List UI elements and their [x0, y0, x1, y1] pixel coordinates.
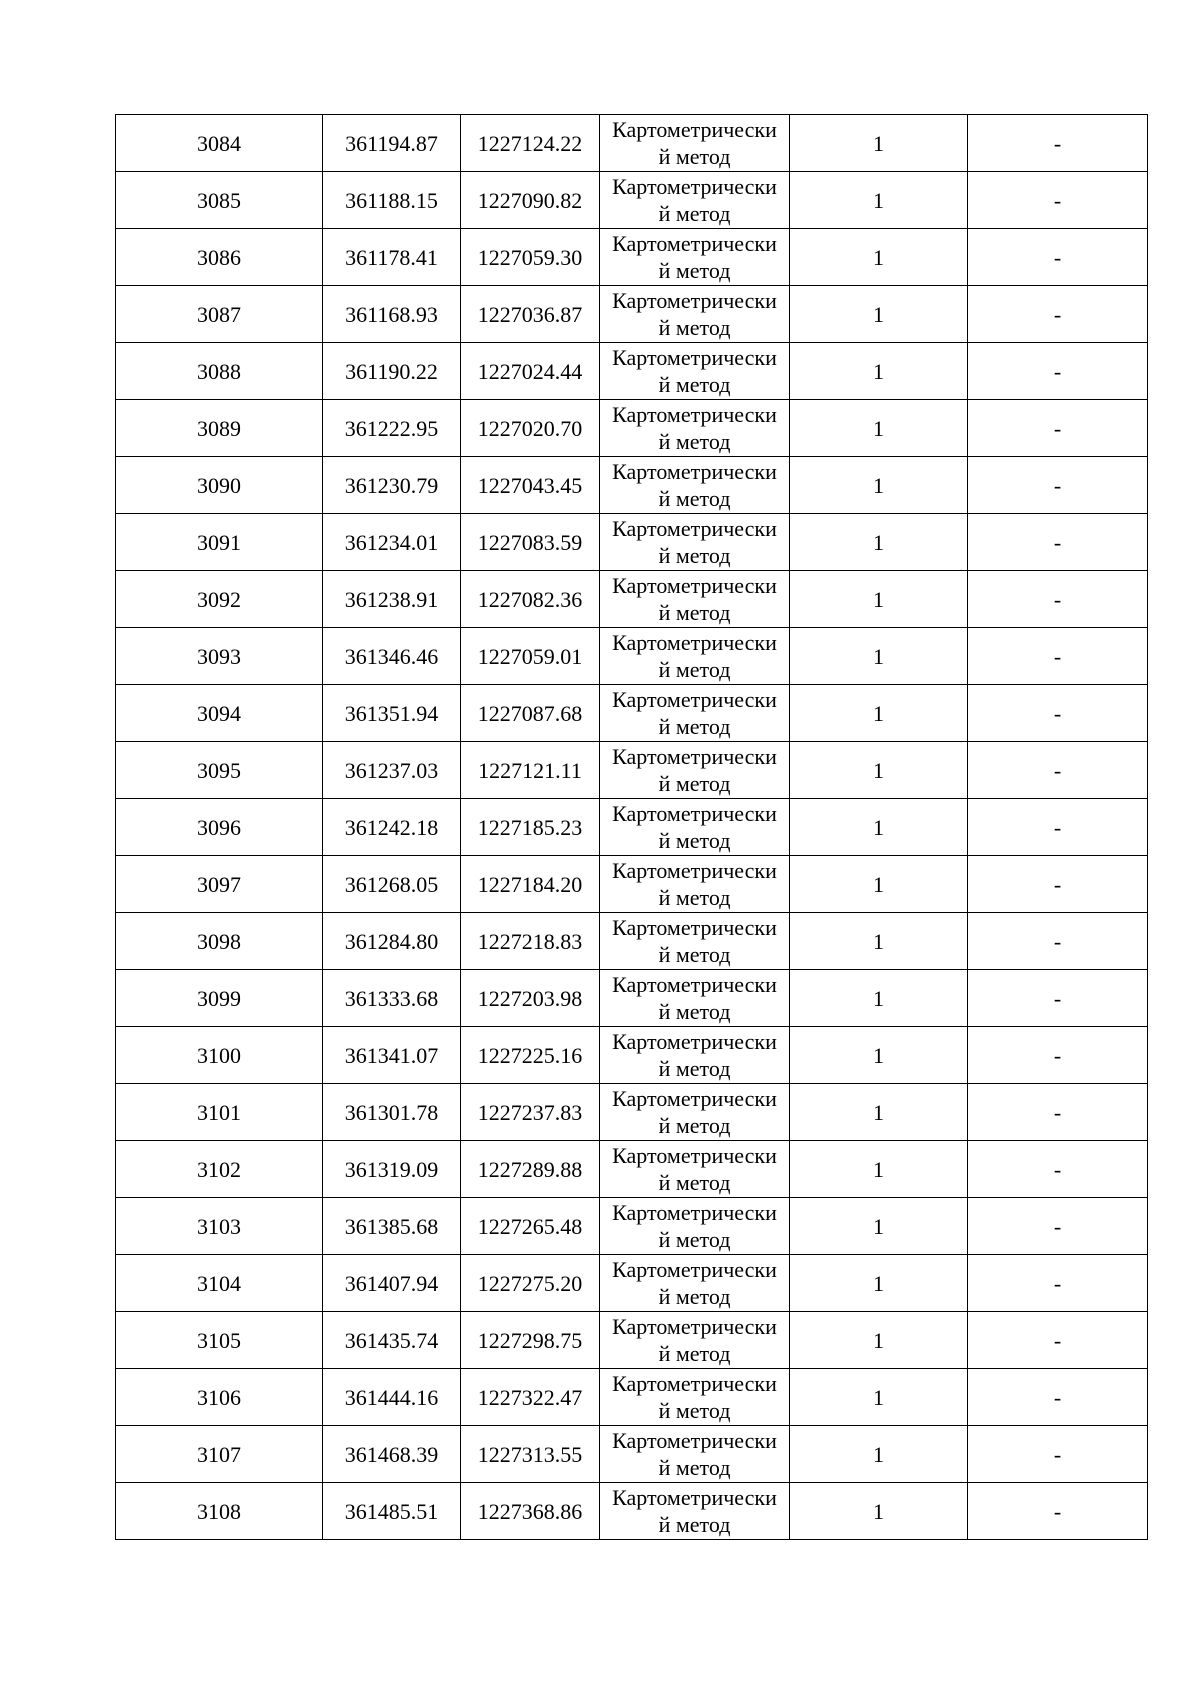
table-row [116, 1312, 1148, 1369]
table-row [116, 1141, 1148, 1198]
method-cell [600, 457, 790, 514]
method-line-2: й метод [658, 885, 731, 910]
note-cell: - [968, 1255, 1148, 1312]
method-line-2: й метод [658, 1170, 731, 1195]
note-cell: - [968, 457, 1148, 514]
note-cell: - [968, 1027, 1148, 1084]
table-row [116, 286, 1148, 343]
table-row [116, 799, 1148, 856]
accuracy-cell: 1 [790, 1255, 968, 1312]
table-row [116, 400, 1148, 457]
method-cell [600, 856, 790, 913]
x-coordinate-cell: 361319.09 [323, 1141, 461, 1198]
accuracy-cell: 1 [790, 1369, 968, 1426]
accuracy-cell: 1 [790, 514, 968, 571]
method-line-2: й метод [658, 999, 731, 1024]
method-line-2: й метод [658, 771, 731, 796]
x-coordinate-cell: 361230.79 [323, 457, 461, 514]
y-coordinate-cell: 1227313.55 [461, 1426, 600, 1483]
table-row [116, 742, 1148, 799]
method-line-2: й метод [658, 486, 731, 511]
y-coordinate-cell: 1227043.45 [461, 457, 600, 514]
accuracy-cell: 1 [790, 1198, 968, 1255]
method-cell [600, 1483, 790, 1540]
method-line-2: й метод [658, 942, 731, 967]
method-line-1: Картометрически [612, 288, 777, 313]
accuracy-cell: 1 [790, 799, 968, 856]
x-coordinate-cell: 361485.51 [323, 1483, 461, 1540]
method-cell [600, 799, 790, 856]
y-coordinate-cell: 1227059.30 [461, 229, 600, 286]
accuracy-cell: 1 [790, 1483, 968, 1540]
point-number-cell: 3108 [116, 1483, 323, 1540]
method-line-2: й метод [658, 144, 731, 169]
method-line-1: Картометрически [612, 972, 777, 997]
table-row [116, 115, 1148, 172]
table-row [116, 856, 1148, 913]
note-cell: - [968, 1312, 1148, 1369]
accuracy-cell: 1 [790, 742, 968, 799]
method-line-1: Картометрически [612, 117, 777, 142]
accuracy-cell: 1 [790, 457, 968, 514]
method-cell [600, 172, 790, 229]
note-cell: - [968, 115, 1148, 172]
method-line-1: Картометрически [612, 1485, 777, 1510]
accuracy-cell: 1 [790, 970, 968, 1027]
method-line-1: Картометрически [612, 1029, 777, 1054]
note-cell: - [968, 970, 1148, 1027]
note-cell: - [968, 286, 1148, 343]
method-cell [600, 343, 790, 400]
method-line-1: Картометрически [612, 1371, 777, 1396]
y-coordinate-cell: 1227020.70 [461, 400, 600, 457]
method-line-1: Картометрически [612, 744, 777, 769]
x-coordinate-cell: 361346.46 [323, 628, 461, 685]
method-line-2: й метод [658, 600, 731, 625]
method-line-1: Картометрически [612, 687, 777, 712]
accuracy-cell: 1 [790, 685, 968, 742]
point-number-cell: 3096 [116, 799, 323, 856]
method-line-2: й метод [658, 543, 731, 568]
method-line-2: й метод [658, 1113, 731, 1138]
point-number-cell: 3094 [116, 685, 323, 742]
x-coordinate-cell: 361468.39 [323, 1426, 461, 1483]
y-coordinate-cell: 1227121.11 [461, 742, 600, 799]
note-cell: - [968, 799, 1148, 856]
accuracy-cell: 1 [790, 1312, 968, 1369]
x-coordinate-cell: 361222.95 [323, 400, 461, 457]
y-coordinate-cell: 1227024.44 [461, 343, 600, 400]
y-coordinate-cell: 1227185.23 [461, 799, 600, 856]
point-number-cell: 3098 [116, 913, 323, 970]
method-cell [600, 1027, 790, 1084]
table-row [116, 172, 1148, 229]
method-line-2: й метод [658, 258, 731, 283]
x-coordinate-cell: 361238.91 [323, 571, 461, 628]
accuracy-cell: 1 [790, 172, 968, 229]
accuracy-cell: 1 [790, 913, 968, 970]
method-line-1: Картометрически [612, 801, 777, 826]
method-line-1: Картометрически [612, 1257, 777, 1282]
table-row [116, 1255, 1148, 1312]
table-row [116, 1198, 1148, 1255]
method-cell [600, 913, 790, 970]
point-number-cell: 3095 [116, 742, 323, 799]
y-coordinate-cell: 1227184.20 [461, 856, 600, 913]
point-number-cell: 3088 [116, 343, 323, 400]
point-number-cell: 3099 [116, 970, 323, 1027]
table-row [116, 1084, 1148, 1141]
method-line-2: й метод [658, 714, 731, 739]
y-coordinate-cell: 1227225.16 [461, 1027, 600, 1084]
table-row [116, 970, 1148, 1027]
method-line-1: Картометрически [612, 915, 777, 940]
note-cell: - [968, 685, 1148, 742]
point-number-cell: 3084 [116, 115, 323, 172]
table-row [116, 1426, 1148, 1483]
y-coordinate-cell: 1227083.59 [461, 514, 600, 571]
method-line-1: Картометрически [612, 459, 777, 484]
method-line-2: й метод [658, 1398, 731, 1423]
note-cell: - [968, 1483, 1148, 1540]
y-coordinate-cell: 1227087.68 [461, 685, 600, 742]
coordinates-table-body [116, 115, 1148, 1540]
method-line-1: Картометрически [612, 345, 777, 370]
point-number-cell: 3103 [116, 1198, 323, 1255]
method-line-1: Картометрически [612, 1314, 777, 1339]
y-coordinate-cell: 1227322.47 [461, 1369, 600, 1426]
accuracy-cell: 1 [790, 1141, 968, 1198]
note-cell: - [968, 571, 1148, 628]
x-coordinate-cell: 361333.68 [323, 970, 461, 1027]
table-row [116, 913, 1148, 970]
method-line-1: Картометрически [612, 174, 777, 199]
table-row [116, 685, 1148, 742]
method-cell [600, 1141, 790, 1198]
table-row [116, 571, 1148, 628]
method-cell [600, 115, 790, 172]
accuracy-cell: 1 [790, 343, 968, 400]
method-line-1: Картометрически [612, 1143, 777, 1168]
y-coordinate-cell: 1227082.36 [461, 571, 600, 628]
method-cell [600, 970, 790, 1027]
y-coordinate-cell: 1227368.86 [461, 1483, 600, 1540]
x-coordinate-cell: 361351.94 [323, 685, 461, 742]
y-coordinate-cell: 1227203.98 [461, 970, 600, 1027]
x-coordinate-cell: 361301.78 [323, 1084, 461, 1141]
x-coordinate-cell: 361407.94 [323, 1255, 461, 1312]
method-line-1: Картометрически [612, 858, 777, 883]
x-coordinate-cell: 361444.16 [323, 1369, 461, 1426]
method-cell [600, 628, 790, 685]
note-cell: - [968, 1198, 1148, 1255]
x-coordinate-cell: 361268.05 [323, 856, 461, 913]
note-cell: - [968, 172, 1148, 229]
method-line-1: Картометрически [612, 1086, 777, 1111]
point-number-cell: 3104 [116, 1255, 323, 1312]
method-line-1: Картометрически [612, 231, 777, 256]
coordinates-table [115, 114, 1148, 1540]
accuracy-cell: 1 [790, 571, 968, 628]
point-number-cell: 3090 [116, 457, 323, 514]
note-cell: - [968, 400, 1148, 457]
method-line-2: й метод [658, 1056, 731, 1081]
method-line-1: Картометрически [612, 630, 777, 655]
x-coordinate-cell: 361237.03 [323, 742, 461, 799]
method-line-2: й метод [658, 429, 731, 454]
x-coordinate-cell: 361178.41 [323, 229, 461, 286]
accuracy-cell: 1 [790, 229, 968, 286]
x-coordinate-cell: 361234.01 [323, 514, 461, 571]
x-coordinate-cell: 361341.07 [323, 1027, 461, 1084]
method-line-1: Картометрически [612, 516, 777, 541]
method-line-2: й метод [658, 201, 731, 226]
note-cell: - [968, 628, 1148, 685]
y-coordinate-cell: 1227265.48 [461, 1198, 600, 1255]
method-line-2: й метод [658, 315, 731, 340]
method-cell [600, 229, 790, 286]
method-cell [600, 286, 790, 343]
method-cell [600, 1369, 790, 1426]
point-number-cell: 3101 [116, 1084, 323, 1141]
method-cell [600, 1312, 790, 1369]
method-line-2: й метод [658, 1455, 731, 1480]
point-number-cell: 3105 [116, 1312, 323, 1369]
accuracy-cell: 1 [790, 628, 968, 685]
method-cell [600, 514, 790, 571]
x-coordinate-cell: 361188.15 [323, 172, 461, 229]
note-cell: - [968, 1141, 1148, 1198]
x-coordinate-cell: 361284.80 [323, 913, 461, 970]
method-cell [600, 1426, 790, 1483]
point-number-cell: 3097 [116, 856, 323, 913]
method-line-1: Картометрически [612, 1428, 777, 1453]
method-cell [600, 1084, 790, 1141]
method-cell [600, 1198, 790, 1255]
point-number-cell: 3085 [116, 172, 323, 229]
table-row [116, 628, 1148, 685]
y-coordinate-cell: 1227275.20 [461, 1255, 600, 1312]
note-cell: - [968, 514, 1148, 571]
method-cell [600, 685, 790, 742]
method-line-2: й метод [658, 1512, 731, 1537]
accuracy-cell: 1 [790, 286, 968, 343]
table-row [116, 229, 1148, 286]
method-line-1: Картометрически [612, 402, 777, 427]
x-coordinate-cell: 361194.87 [323, 115, 461, 172]
method-line-2: й метод [658, 657, 731, 682]
method-line-1: Картометрически [612, 573, 777, 598]
table-row [116, 1369, 1148, 1426]
method-cell [600, 571, 790, 628]
note-cell: - [968, 1084, 1148, 1141]
point-number-cell: 3087 [116, 286, 323, 343]
accuracy-cell: 1 [790, 1426, 968, 1483]
y-coordinate-cell: 1227237.83 [461, 1084, 600, 1141]
table-row [116, 1483, 1148, 1540]
point-number-cell: 3100 [116, 1027, 323, 1084]
note-cell: - [968, 343, 1148, 400]
x-coordinate-cell: 361435.74 [323, 1312, 461, 1369]
table-row [116, 1027, 1148, 1084]
x-coordinate-cell: 361242.18 [323, 799, 461, 856]
point-number-cell: 3086 [116, 229, 323, 286]
note-cell: - [968, 742, 1148, 799]
table-row [116, 343, 1148, 400]
point-number-cell: 3107 [116, 1426, 323, 1483]
point-number-cell: 3106 [116, 1369, 323, 1426]
y-coordinate-cell: 1227298.75 [461, 1312, 600, 1369]
point-number-cell: 3091 [116, 514, 323, 571]
accuracy-cell: 1 [790, 400, 968, 457]
table-row [116, 514, 1148, 571]
x-coordinate-cell: 361168.93 [323, 286, 461, 343]
y-coordinate-cell: 1227036.87 [461, 286, 600, 343]
method-cell [600, 1255, 790, 1312]
table-row [116, 457, 1148, 514]
method-line-2: й метод [658, 1284, 731, 1309]
accuracy-cell: 1 [790, 1084, 968, 1141]
method-cell [600, 400, 790, 457]
note-cell: - [968, 229, 1148, 286]
method-cell [600, 742, 790, 799]
x-coordinate-cell: 361385.68 [323, 1198, 461, 1255]
method-line-2: й метод [658, 1341, 731, 1366]
point-number-cell: 3102 [116, 1141, 323, 1198]
note-cell: - [968, 913, 1148, 970]
method-line-2: й метод [658, 1227, 731, 1252]
point-number-cell: 3089 [116, 400, 323, 457]
y-coordinate-cell: 1227289.88 [461, 1141, 600, 1198]
y-coordinate-cell: 1227124.22 [461, 115, 600, 172]
method-line-2: й метод [658, 372, 731, 397]
point-number-cell: 3093 [116, 628, 323, 685]
accuracy-cell: 1 [790, 115, 968, 172]
x-coordinate-cell: 361190.22 [323, 343, 461, 400]
note-cell: - [968, 1426, 1148, 1483]
point-number-cell: 3092 [116, 571, 323, 628]
note-cell: - [968, 1369, 1148, 1426]
y-coordinate-cell: 1227218.83 [461, 913, 600, 970]
note-cell: - [968, 856, 1148, 913]
method-line-1: Картометрически [612, 1200, 777, 1225]
accuracy-cell: 1 [790, 1027, 968, 1084]
method-line-2: й метод [658, 828, 731, 853]
y-coordinate-cell: 1227090.82 [461, 172, 600, 229]
accuracy-cell: 1 [790, 856, 968, 913]
y-coordinate-cell: 1227059.01 [461, 628, 600, 685]
